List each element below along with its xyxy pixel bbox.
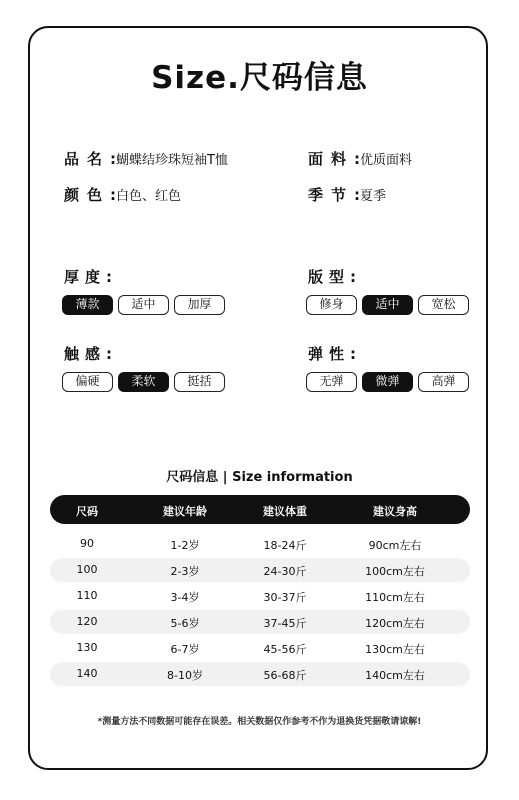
disclaimer-note: *测量方法不同数据可能存在误差。相关数据仅作参考不作为退换货凭据敬请谅解! — [97, 717, 422, 727]
info-fabric-value: 优质面料 — [360, 153, 413, 168]
header-weight: 建议体重 — [263, 505, 307, 518]
table-cell: 18-24斤 — [263, 539, 307, 552]
table-cell: 6-7岁 — [170, 643, 200, 656]
fit-options — [306, 295, 469, 315]
thickness-option-0: 薄款 — [62, 295, 113, 315]
header-height: 建议身高 — [373, 505, 417, 518]
table-row — [50, 610, 470, 634]
table-cell: 100cm左右 — [365, 565, 425, 578]
table-row — [50, 636, 470, 660]
page-title: Size.尺码信息 — [151, 60, 368, 96]
table-cell: 5-6岁 — [170, 617, 200, 630]
table-cell: 3-4岁 — [170, 591, 200, 604]
table-row — [50, 558, 470, 582]
touch-option-0: 偏硬 — [62, 372, 113, 392]
table-cell: 140 — [76, 667, 98, 680]
info-name-label: 品名 — [64, 150, 111, 168]
size-table-title: 尺码信息 | Size information — [166, 470, 353, 485]
info-season-value: 夏季 — [360, 189, 387, 204]
table-cell: 90 — [80, 537, 94, 550]
touch-option-1: 柔软 — [118, 372, 169, 392]
header-age: 建议年龄 — [163, 505, 207, 518]
elasticity-label: 弹性: — [308, 345, 362, 363]
table-cell: 24-30斤 — [263, 565, 307, 578]
table-row — [50, 662, 470, 686]
table-cell: 2-3岁 — [170, 565, 200, 578]
elasticity-option-0: 无弹 — [306, 372, 357, 392]
info-color: 颜色:白色、红色 — [64, 186, 182, 204]
table-cell: 1-2岁 — [170, 539, 200, 552]
elasticity-option-1: 微弹 — [362, 372, 413, 392]
fit-label: 版型: — [308, 268, 362, 286]
table-cell: 120cm左右 — [365, 617, 425, 630]
info-season-label: 季节 — [308, 186, 355, 204]
info-fabric-label: 面料 — [308, 150, 355, 168]
table-cell: 8-10岁 — [167, 669, 203, 682]
table-cell: 56-68斤 — [263, 669, 307, 682]
fit-option-0: 修身 — [306, 295, 357, 315]
table-cell: 110cm左右 — [365, 591, 425, 604]
table-cell: 30-37斤 — [263, 591, 307, 604]
thickness-option-2: 加厚 — [174, 295, 225, 315]
table-cell: 37-45斤 — [263, 617, 307, 630]
table-cell: 130 — [76, 641, 98, 654]
table-cell: 140cm左右 — [365, 669, 425, 682]
table-cell: 45-56斤 — [263, 643, 307, 656]
thickness-label: 厚度: — [64, 268, 118, 286]
thickness-option-1: 适中 — [118, 295, 169, 315]
info-color-value: 白色、红色 — [116, 189, 182, 204]
info-season: 季节:夏季 — [308, 186, 387, 204]
thickness-options — [62, 295, 225, 315]
info-name: 品名:蝴蝶结珍珠短袖T恤 — [64, 150, 228, 168]
header-size: 尺码 — [76, 505, 98, 518]
touch-option-2: 挺括 — [174, 372, 225, 392]
touch-label: 触感: — [64, 345, 118, 363]
table-cell: 130cm左右 — [365, 643, 425, 656]
size-table-header — [50, 495, 470, 524]
fit-option-1: 适中 — [362, 295, 413, 315]
table-cell: 120 — [76, 615, 98, 628]
elasticity-options — [306, 372, 469, 392]
fit-option-2: 宽松 — [418, 295, 469, 315]
info-fabric: 面料:优质面料 — [308, 150, 413, 168]
info-name-value: 蝴蝶结珍珠短袖T恤 — [116, 153, 228, 168]
table-row — [50, 584, 470, 608]
elasticity-option-2: 高弹 — [418, 372, 469, 392]
table-cell: 90cm左右 — [368, 539, 422, 552]
table-row — [50, 532, 470, 556]
touch-options — [62, 372, 225, 392]
table-cell: 110 — [76, 589, 98, 602]
table-cell: 100 — [76, 563, 98, 576]
info-color-label: 颜色 — [64, 186, 111, 204]
